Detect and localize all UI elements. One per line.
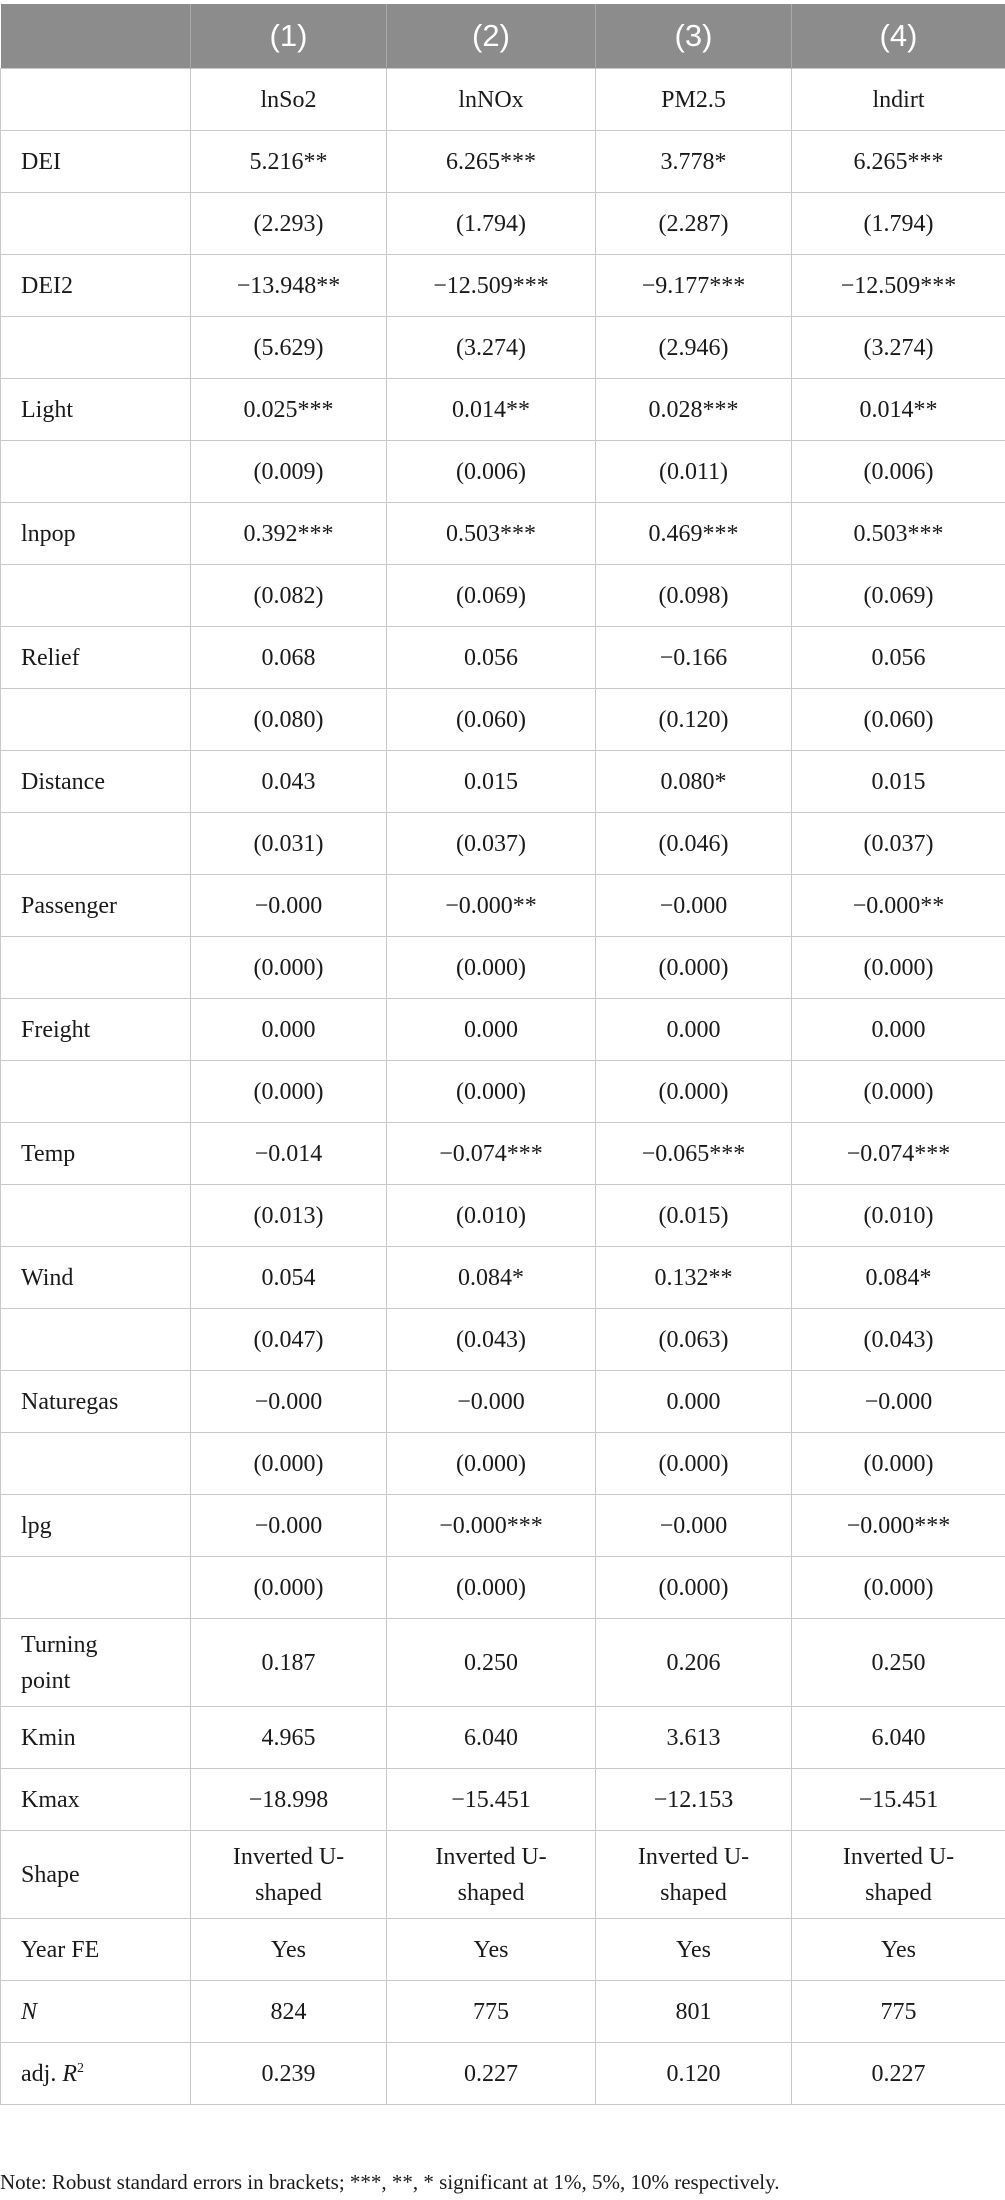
table-cell: PM2.5 [596,69,792,131]
table-row [1,1185,1005,1247]
row-label: DEI [1,131,191,193]
table-cell: 0.080* [596,751,792,813]
table-cell: (0.000) [191,1061,387,1123]
row-label [1,1557,191,1619]
table-cell: (0.000) [596,1433,792,1495]
row-label [1,565,191,627]
table-row [1,751,1005,813]
table-row [1,565,1005,627]
regression-table-container [0,4,1005,2105]
table-cell: 3.613 [596,1707,792,1769]
table-cell: −0.000 [596,875,792,937]
table-row [1,1433,1005,1495]
table-row [1,1981,1005,2043]
row-label [1,937,191,999]
table-cell: Yes [792,1919,1005,1981]
table-row [1,2043,1005,2105]
table-cell: (2.287) [596,193,792,255]
table-row [1,875,1005,937]
row-label [1,317,191,379]
table-row [1,1061,1005,1123]
row-label-superscript: 2 [77,2060,84,2076]
table-cell: (0.000) [596,937,792,999]
row-label: Turning point [1,1619,191,1707]
table-row [1,1707,1005,1769]
table-cell: Yes [191,1919,387,1981]
table-cell: 0.084* [387,1247,596,1309]
table-row [1,69,1005,131]
table-cell: Yes [387,1919,596,1981]
table-cell: −13.948** [191,255,387,317]
table-cell: (0.000) [191,1557,387,1619]
table-cell: (0.046) [596,813,792,875]
row-label: Temp [1,1123,191,1185]
table-cell: 6.265*** [792,131,1005,193]
table-cell: −0.065*** [596,1123,792,1185]
table-cell: lnSo2 [191,69,387,131]
table-cell: (0.009) [191,441,387,503]
table-cell: (0.006) [792,441,1005,503]
row-label: Kmax [1,1769,191,1831]
table-cell: 801 [596,1981,792,2043]
table-row [1,813,1005,875]
row-label [1,813,191,875]
header-cell-model-3: (3) [596,4,792,69]
table-cell: 6.040 [387,1707,596,1769]
table-cell: (0.000) [792,1061,1005,1123]
table-row [1,317,1005,379]
table-row [1,1371,1005,1433]
table-row [1,999,1005,1061]
table-cell: (0.006) [387,441,596,503]
row-label: Light [1,379,191,441]
table-cell: (0.069) [792,565,1005,627]
table-cell: Inverted U-shaped [387,1831,596,1919]
table-cell: 0.025*** [191,379,387,441]
table-cell: (0.043) [792,1309,1005,1371]
row-label: Relief [1,627,191,689]
row-label: N [1,1981,191,2043]
table-cell: 0.250 [792,1619,1005,1707]
table-cell: 6.040 [792,1707,1005,1769]
table-cell: 0.015 [792,751,1005,813]
table-cell: −15.451 [792,1769,1005,1831]
table-cell: 0.056 [792,627,1005,689]
table-cell: (5.629) [191,317,387,379]
table-body [1,69,1005,2105]
table-cell: (0.047) [191,1309,387,1371]
header-cell-model-4: (4) [792,4,1005,69]
table-cell: (0.000) [387,1433,596,1495]
row-label [1,1309,191,1371]
table-cell: −0.000** [387,875,596,937]
row-label [1,193,191,255]
row-label [1,441,191,503]
table-cell: (0.080) [191,689,387,751]
table-cell: −0.074*** [387,1123,596,1185]
table-cell: −0.000 [596,1495,792,1557]
table-cell: (0.082) [191,565,387,627]
table-row [1,379,1005,441]
table-cell: (2.293) [191,193,387,255]
table-cell: 0.084* [792,1247,1005,1309]
table-row [1,1619,1005,1707]
row-label: Naturegas [1,1371,191,1433]
table-row [1,131,1005,193]
table-cell: (0.037) [387,813,596,875]
table-cell: (0.060) [792,689,1005,751]
row-label: Shape [1,1831,191,1919]
table-cell: 0.503*** [387,503,596,565]
table-cell: (0.000) [792,1557,1005,1619]
table-row [1,503,1005,565]
row-label: Passenger [1,875,191,937]
header-cell-stub [1,4,191,69]
table-cell: lnNOx [387,69,596,131]
row-label-prefix: adj. [21,2060,63,2087]
table-note: Note: Robust standard errors in brackets; ***, **, * significant at 1%, 5%, 10% respectively. [0,2170,780,2194]
table-cell: 0.469*** [596,503,792,565]
table-cell: −15.451 [387,1769,596,1831]
table-cell: 0.227 [387,2043,596,2105]
row-label: Freight [1,999,191,1061]
table-cell: (0.010) [792,1185,1005,1247]
table-cell: 6.265*** [387,131,596,193]
table-cell: 0.056 [387,627,596,689]
table-cell: −12.509*** [792,255,1005,317]
table-cell: 0.000 [596,999,792,1061]
table-cell: −0.000 [191,1495,387,1557]
table-cell: 0.028*** [596,379,792,441]
table-cell: (0.060) [387,689,596,751]
table-cell: (0.000) [191,937,387,999]
table-row [1,1247,1005,1309]
regression-table [0,4,1005,2105]
table-cell: 0.014** [792,379,1005,441]
table-cell: Yes [596,1919,792,1981]
table-cell: 0.068 [191,627,387,689]
table-cell: (0.063) [596,1309,792,1371]
table-cell: (3.274) [387,317,596,379]
table-cell: 0.000 [596,1371,792,1433]
table-cell: −0.000 [792,1371,1005,1433]
table-cell: lndirt [792,69,1005,131]
table-cell: 775 [792,1981,1005,2043]
row-label: Distance [1,751,191,813]
table-cell: −0.000 [387,1371,596,1433]
row-label-symbol: R [62,2060,77,2087]
table-cell: (0.120) [596,689,792,751]
table-cell: (0.098) [596,565,792,627]
table-cell: Inverted U-shaped [792,1831,1005,1919]
table-cell: 0.014** [387,379,596,441]
row-label: lnpop [1,503,191,565]
row-label [1,2043,191,2105]
table-row [1,1557,1005,1619]
table-cell: 0.392*** [191,503,387,565]
table-cell: (0.010) [387,1185,596,1247]
row-label: lpg [1,1495,191,1557]
table-cell: 0.015 [387,751,596,813]
row-label [1,1061,191,1123]
table-cell: (0.000) [387,937,596,999]
table-cell: −0.000** [792,875,1005,937]
table-row [1,1919,1005,1981]
table-cell: (1.794) [387,193,596,255]
table-cell: −12.509*** [387,255,596,317]
table-cell: −9.177*** [596,255,792,317]
table-cell: (1.794) [792,193,1005,255]
table-cell: −0.074*** [792,1123,1005,1185]
table-cell: −18.998 [191,1769,387,1831]
table-row [1,1769,1005,1831]
table-cell: (2.946) [596,317,792,379]
table-cell: (0.000) [596,1557,792,1619]
table-cell: 0.043 [191,751,387,813]
table-cell: −0.000 [191,875,387,937]
table-row [1,1123,1005,1185]
header-cell-model-1: (1) [191,4,387,69]
table-cell: −0.166 [596,627,792,689]
table-cell: (0.043) [387,1309,596,1371]
table-cell: (0.013) [191,1185,387,1247]
row-label [1,1433,191,1495]
table-cell: 0.239 [191,2043,387,2105]
table-row [1,255,1005,317]
table-cell: (3.274) [792,317,1005,379]
table-row [1,1831,1005,1919]
table-cell: 0.206 [596,1619,792,1707]
table-cell: (0.031) [191,813,387,875]
table-row [1,627,1005,689]
table-cell: (0.000) [792,1433,1005,1495]
table-row [1,1495,1005,1557]
table-cell: 0.503*** [792,503,1005,565]
row-label [1,69,191,131]
table-cell: 0.132** [596,1247,792,1309]
table-row [1,193,1005,255]
table-cell: 0.054 [191,1247,387,1309]
table-cell: (0.069) [387,565,596,627]
table-cell: −0.014 [191,1123,387,1185]
table-cell: 0.227 [792,2043,1005,2105]
table-cell: 0.000 [792,999,1005,1061]
table-cell: (0.000) [596,1061,792,1123]
table-cell: 824 [191,1981,387,2043]
table-cell: (0.000) [387,1061,596,1123]
table-cell: (0.000) [792,937,1005,999]
table-cell: 0.000 [191,999,387,1061]
table-row [1,937,1005,999]
table-cell: −0.000*** [387,1495,596,1557]
table-cell: 0.250 [387,1619,596,1707]
table-cell: 3.778* [596,131,792,193]
table-cell: (0.000) [191,1433,387,1495]
table-cell: −12.153 [596,1769,792,1831]
table-cell: (0.037) [792,813,1005,875]
row-label [1,689,191,751]
table-row [1,689,1005,751]
table-cell: (0.015) [596,1185,792,1247]
row-label: DEI2 [1,255,191,317]
row-label: Wind [1,1247,191,1309]
table-cell: 775 [387,1981,596,2043]
table-cell: Inverted U-shaped [191,1831,387,1919]
row-label: Year FE [1,1919,191,1981]
header-row [1,4,1005,69]
header-cell-model-2: (2) [387,4,596,69]
table-cell: 0.120 [596,2043,792,2105]
table-cell: −0.000*** [792,1495,1005,1557]
row-label [1,1185,191,1247]
table-cell: 5.216** [191,131,387,193]
table-cell: 0.000 [387,999,596,1061]
table-row [1,441,1005,503]
table-cell: 0.187 [191,1619,387,1707]
table-cell: 4.965 [191,1707,387,1769]
table-cell: (0.000) [387,1557,596,1619]
table-cell: (0.011) [596,441,792,503]
table-cell: Inverted U-shaped [596,1831,792,1919]
table-cell: −0.000 [191,1371,387,1433]
table-row [1,1309,1005,1371]
row-label: Kmin [1,1707,191,1769]
